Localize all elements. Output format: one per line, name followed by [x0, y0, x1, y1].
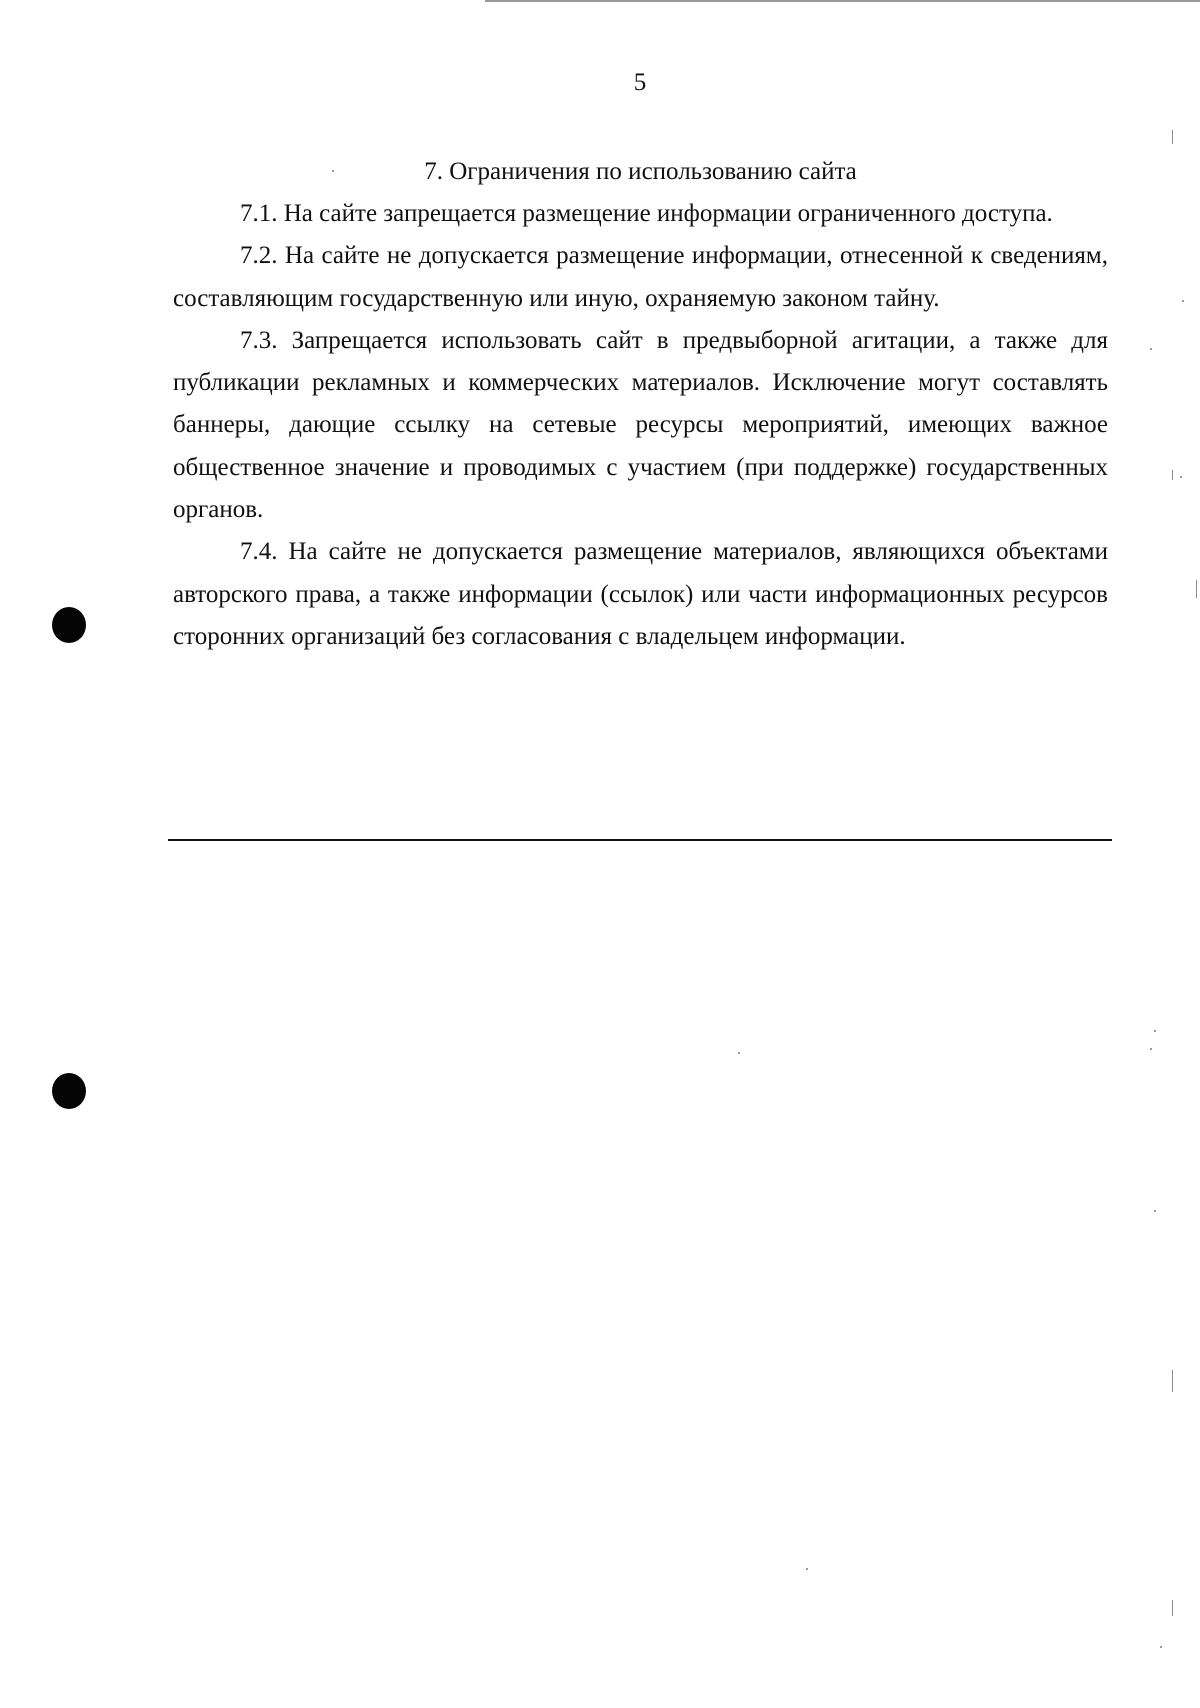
scan-noise [1150, 1048, 1152, 1050]
scan-noise [1182, 300, 1184, 302]
scan-noise [1180, 476, 1182, 478]
scan-noise [1172, 130, 1173, 144]
scan-noise [1196, 580, 1197, 598]
scan-noise [1172, 470, 1173, 480]
scan-noise [1172, 1600, 1173, 1616]
punch-hole-upper [52, 607, 86, 643]
paragraph-7-2: 7.2. На сайте не допускается размещение информации, отнесенной к сведениям, составляющим государственную или иную, охраняемую законом тайну. [173, 242, 1108, 312]
section-body [173, 193, 1108, 658]
scan-noise [1154, 1210, 1156, 1212]
scan-noise [1172, 1370, 1173, 1392]
page-number: 5 [633, 69, 647, 96]
scan-noise [1160, 1646, 1162, 1648]
paragraph-7-3: 7.3. Запрещается использовать сайт в предвыборной агитации, а также для публикации рекламных и коммерческих материалов. Исключение могут составлять баннеры, дающие ссылку на сетевые ресурсы мероприятий, имеющих важное общественное значение и проводимых с участием (при поддержке) государственных органов. [173, 326, 1108, 524]
scan-noise [1150, 348, 1152, 350]
punch-hole-lower [52, 1073, 86, 1109]
scan-noise [1154, 1030, 1156, 1032]
paragraph-7-4: 7.4. На сайте не допускается размещение материалов, являющихся объектами авторского права, а также информации (ссылок) или части информационных ресурсов сторонних организаций без согласования с владельцем информации. [173, 538, 1108, 650]
scan-noise [332, 170, 334, 172]
horizontal-rule [168, 839, 1112, 841]
section-title: 7. Ограничения по использованию сайта [424, 158, 857, 185]
scan-noise [738, 1052, 740, 1054]
paragraph-7-1: 7.1. На сайте запрещается размещение информации ограниченного доступа. [240, 200, 1053, 227]
scan-noise [806, 1568, 808, 1570]
scan-top-edge [485, 0, 1200, 2]
